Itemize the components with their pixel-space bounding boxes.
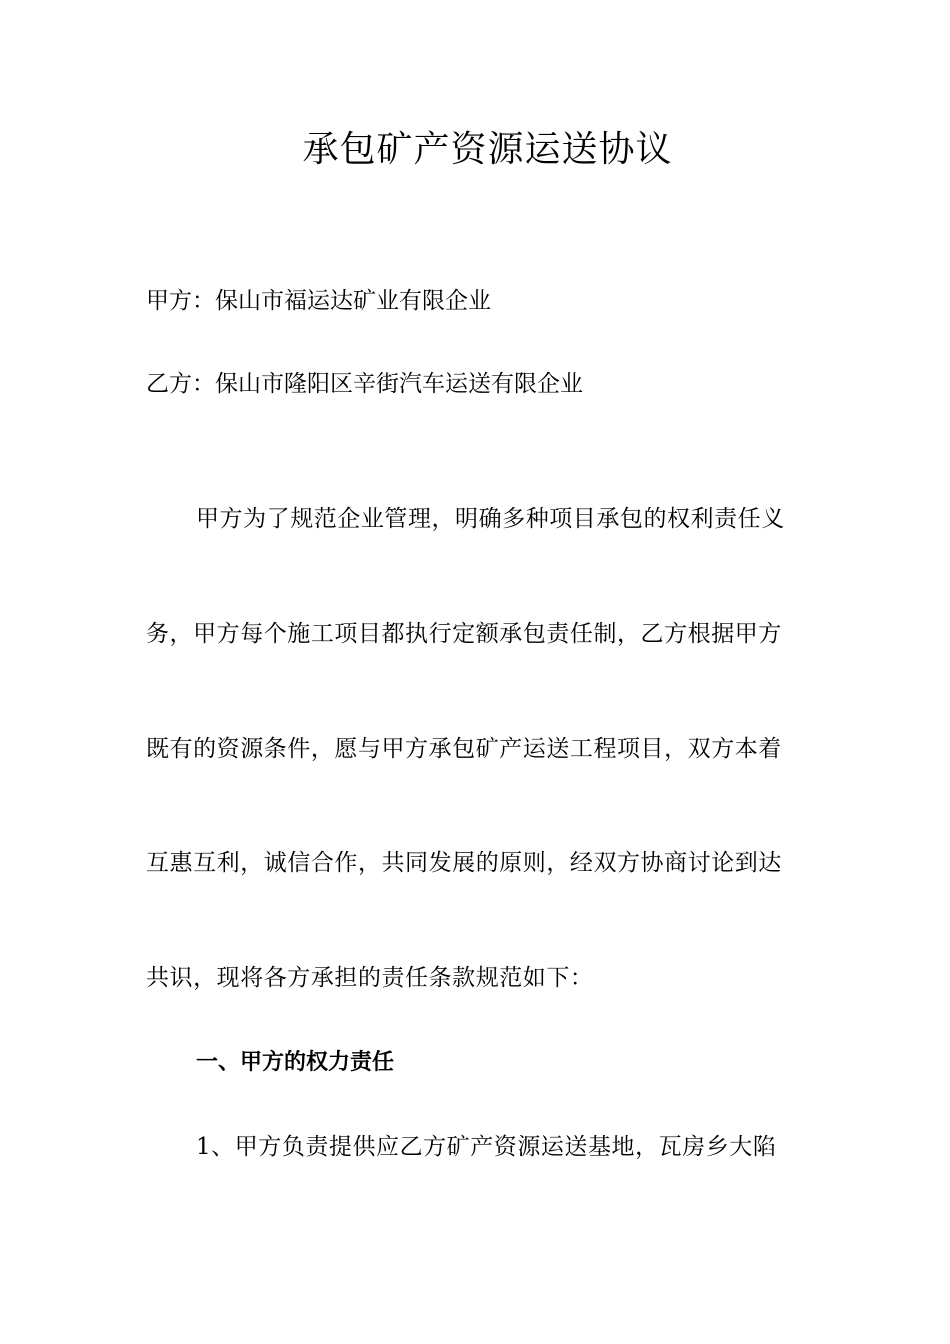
section-heading: 一、甲方的权力责任 [196,1050,395,1075]
intro-paragraph-line: 既有的资源条件，愿与甲方承包矿产运送工程项目，双方本着 [146,736,782,762]
party-b-line: 乙方：保山市隆阳区辛街汽车运送有限企业 [146,371,583,397]
intro-paragraph-line: 互惠互利，诚信合作，共同发展的原则，经双方协商讨论到达 [146,850,782,876]
intro-paragraph-line: 共识，现将各方承担的责任条款规范如下： [146,965,594,991]
clause-line: 1、甲方负责提供应乙方矿产资源运送基地，瓦房乡大陷 [196,1134,777,1160]
document-title: 承包矿产资源运送协议 [302,129,673,170]
party-a-line: 甲方：保山市福运达矿业有限企业 [146,288,491,314]
intro-paragraph-line: 甲方为了规范企业管理，明确多种项目承包的权利责任义 [196,506,785,532]
intro-paragraph-line: 务，甲方每个施工项目都执行定额承包责任制，乙方根据甲方 [146,621,782,647]
